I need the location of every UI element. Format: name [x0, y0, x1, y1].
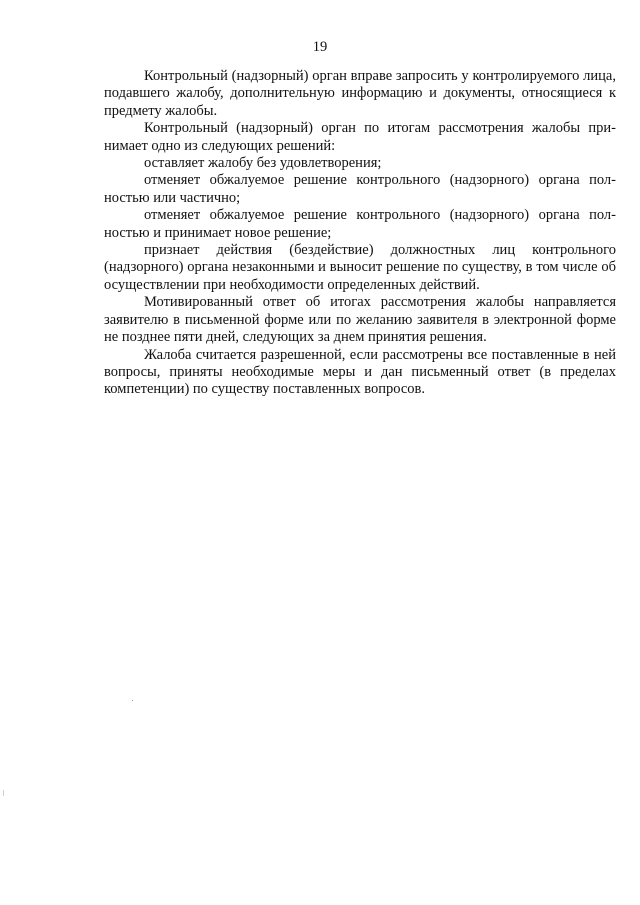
decision-item-recognize-unlawful: признает действия (бездействие) должностных лиц контрольного (надзорного) органа незаконными и выносит решение по существу, в том числе об осуществлении при необходимости определенных действий.: [104, 242, 616, 293]
paragraph-decisions-intro: Контрольный (надзорный) орган по итогам рассмотрения жалобы принимает одно из следующих решений:: [104, 120, 616, 154]
decision-item-cancel-partially: отменяет обжалуемое решение контрольного (надзорного) органа полностью или частично;: [104, 172, 616, 206]
paragraph-complaint-resolved: Жалоба считается разрешенной, если рассмотрены все поставленные в ней вопросы, приняты необходимые меры и дан письменный ответ (в пределах компетенции) по существу поставленных вопросов.: [104, 346, 616, 398]
document-body: [104, 68, 616, 399]
page-number: 19: [312, 39, 328, 55]
paragraph-request-info: Контрольный (надзорный) орган вправе запросить у контролируемого лица, подавшего жалобу, дополнительную информацию и документы, относящиеся к предмету жалобы.: [104, 68, 616, 119]
decision-item-leave-unsatisfied: оставляет жалобу без удовлетворения;: [144, 155, 382, 172]
paragraph-motivated-answer: Мотивированный ответ об итогах рассмотрения жалобы направляется заявителю в письменной форме или по желанию заявителя в электронной форме не позднее пяти дней, следующих за днем принятия решения.: [104, 294, 616, 346]
decision-item-cancel-new-decision: отменяет обжалуемое решение контрольного (надзорного) органа полностью и принимает новое решение;: [104, 207, 616, 241]
scan-edge-mark: [3, 790, 4, 796]
scan-speck: [132, 700, 133, 701]
